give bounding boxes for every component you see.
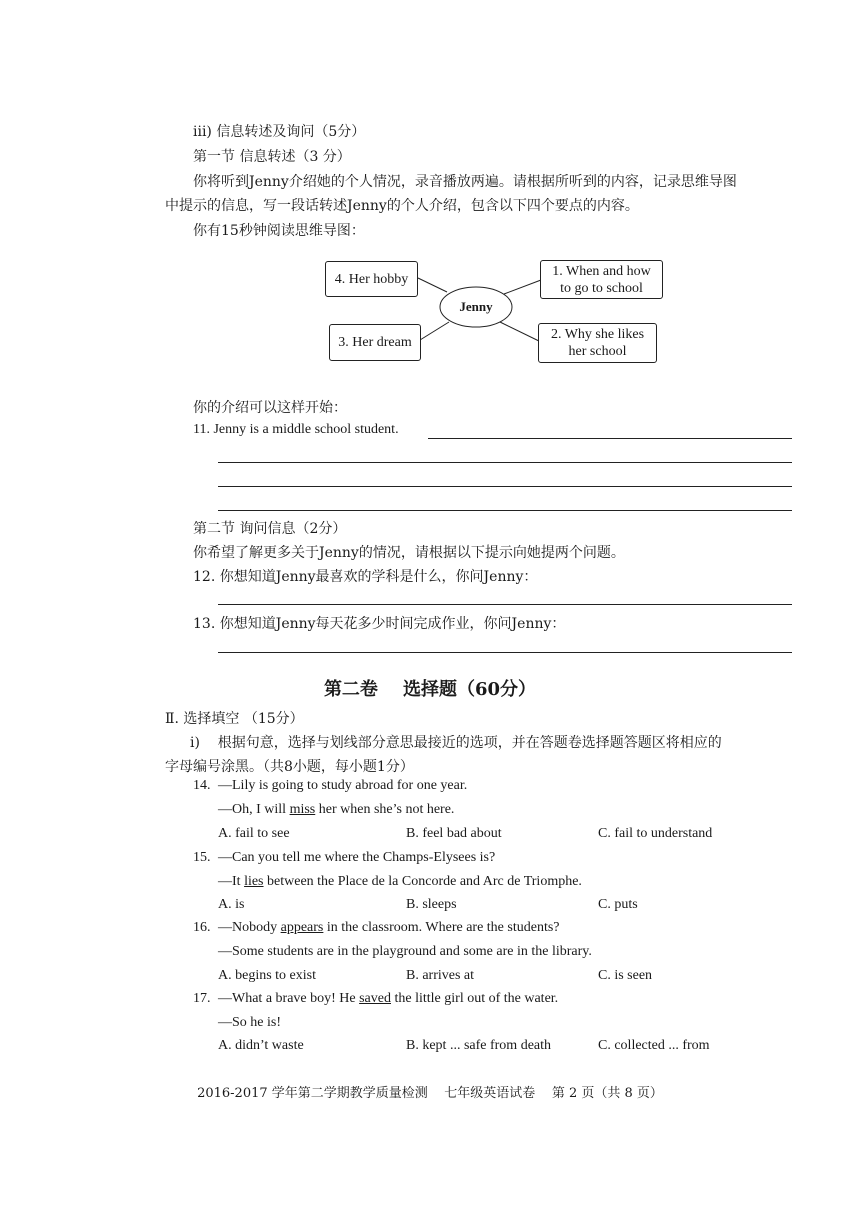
- mindmap-hobby-box: [325, 261, 418, 297]
- section-ii-instruction-line-2: 字母编号涂黑。（共8小题，每小题1分）: [165, 759, 414, 775]
- q15-option-b[interactable]: B. sleeps: [406, 897, 457, 912]
- mindmap-dream-label: 3. Her dream: [338, 335, 412, 350]
- mindmap-connectors: [0, 0, 860, 400]
- mindmap-school-route-line2: to go to school: [560, 280, 643, 296]
- q11-answer-line-4[interactable]: [218, 510, 792, 511]
- part2-title: 第二节 询问信息（2分）: [193, 521, 347, 537]
- q13-answer-line[interactable]: [218, 652, 792, 653]
- q17-option-b[interactable]: B. kept ... safe from death: [406, 1038, 552, 1053]
- mindmap-likes-line2: her school: [568, 344, 627, 359]
- reading-time-note: 你有15秒钟阅读思维导图：: [193, 223, 365, 239]
- q17-underlined-word: saved: [359, 991, 391, 1006]
- q16-number: 16.: [193, 920, 211, 935]
- part1-title: 第一节 信息转述（3 分）: [193, 149, 351, 165]
- q11-answer-line-2[interactable]: [218, 462, 792, 463]
- section-ii-title: Ⅱ. 选择填空 （15分）: [165, 711, 304, 727]
- q12-answer-line[interactable]: [218, 604, 792, 605]
- mindmap-school-route-line1: 1. When and how: [552, 263, 651, 279]
- q16-option-b[interactable]: B. arrives at: [406, 968, 475, 983]
- q11-answer-line-1[interactable]: [428, 438, 792, 439]
- instruction-line-2: 中提示的信息，写一段话转述Jenny的个人介绍，包含以下四个要点的内容。: [165, 198, 639, 214]
- q16-underlined-word: appears: [280, 920, 324, 935]
- q12-prompt: 12. 你想知道Jenny最喜欢的学科是什么，你问Jenny：: [193, 569, 538, 585]
- part2-instruction: 你希望了解更多关于Jenny的情况，请根据以下提示向她提两个问题。: [193, 545, 625, 561]
- q14-option-b[interactable]: B. feel bad about: [406, 826, 502, 841]
- q17-line-2: —So he is!: [218, 1015, 281, 1030]
- q17-option-c[interactable]: C. collected ... from: [598, 1038, 710, 1053]
- q14-option-c[interactable]: C. fail to understand: [598, 826, 713, 841]
- volume2-title: 第二卷 选择题（60分）: [323, 679, 537, 700]
- q16-line-1: —Nobody appears in the classroom. Where are the students?: [218, 920, 560, 935]
- q17-number: 17.: [193, 991, 211, 1006]
- q15-option-a[interactable]: A. is: [218, 897, 245, 912]
- mindmap-center-label: Jenny: [459, 299, 493, 314]
- mindmap-likes-school-box: [538, 323, 657, 363]
- q15-underlined-word: lies: [244, 874, 264, 889]
- q14-underlined-word: miss: [289, 802, 316, 817]
- q17-option-a[interactable]: A. didn’t waste: [218, 1038, 304, 1053]
- q14-number: 14.: [193, 778, 211, 793]
- section-iii-title: iii) 信息转述及询问（5分）: [193, 124, 366, 140]
- mindmap-dream-box: [329, 324, 421, 361]
- q11-prompt: 11. Jenny is a middle school student.: [193, 422, 399, 437]
- q11-intro: 你的介绍可以这样开始：: [193, 400, 347, 416]
- q14-option-a[interactable]: A. fail to see: [218, 826, 290, 841]
- q14-line-1: —Lily is going to study abroad for one year.: [218, 778, 468, 793]
- q15-line-1: —Can you tell me where the Champs-Elysees is?: [218, 850, 496, 865]
- q16-option-a[interactable]: A. begins to exist: [218, 968, 316, 983]
- mindmap-likes-line1: 2. Why she likes: [550, 327, 645, 342]
- q15-option-c[interactable]: C. puts: [598, 897, 638, 912]
- page-footer: 2016-2017 学年第二学期教学质量检测 七年级英语试卷 第 2 页（共 8 页）: [197, 1086, 663, 1101]
- mindmap-school-route-box: [540, 260, 663, 299]
- instruction-line-1: 你将听到Jenny介绍她的个人情况，录音播放两遍。请根据所听到的内容，记录思维导图: [193, 174, 737, 190]
- section-ii-instruction-line-1: i) 根据句意，选择与划线部分意思最接近的选项，并在答题卷选择题答题区将相应的: [190, 735, 722, 751]
- q16-option-c[interactable]: C. is seen: [598, 968, 653, 983]
- q11-answer-line-3[interactable]: [218, 486, 792, 487]
- q16-line-2: —Some students are in the playground and some are in the library.: [218, 944, 592, 959]
- q15-line-2: —It lies between the Place de la Concorde and Arc de Triomphe.: [218, 874, 582, 889]
- q13-prompt: 13. 你想知道Jenny每天花多少时间完成作业，你问Jenny：: [193, 616, 566, 632]
- q17-line-1: —What a brave boy! He saved the little girl out of the water.: [218, 991, 559, 1006]
- q14-line-2: —Oh, I will miss her when she’s not here.: [218, 802, 455, 817]
- q15-number: 15.: [193, 850, 211, 865]
- mindmap-hobby-label: 4. Her hobby: [334, 271, 409, 287]
